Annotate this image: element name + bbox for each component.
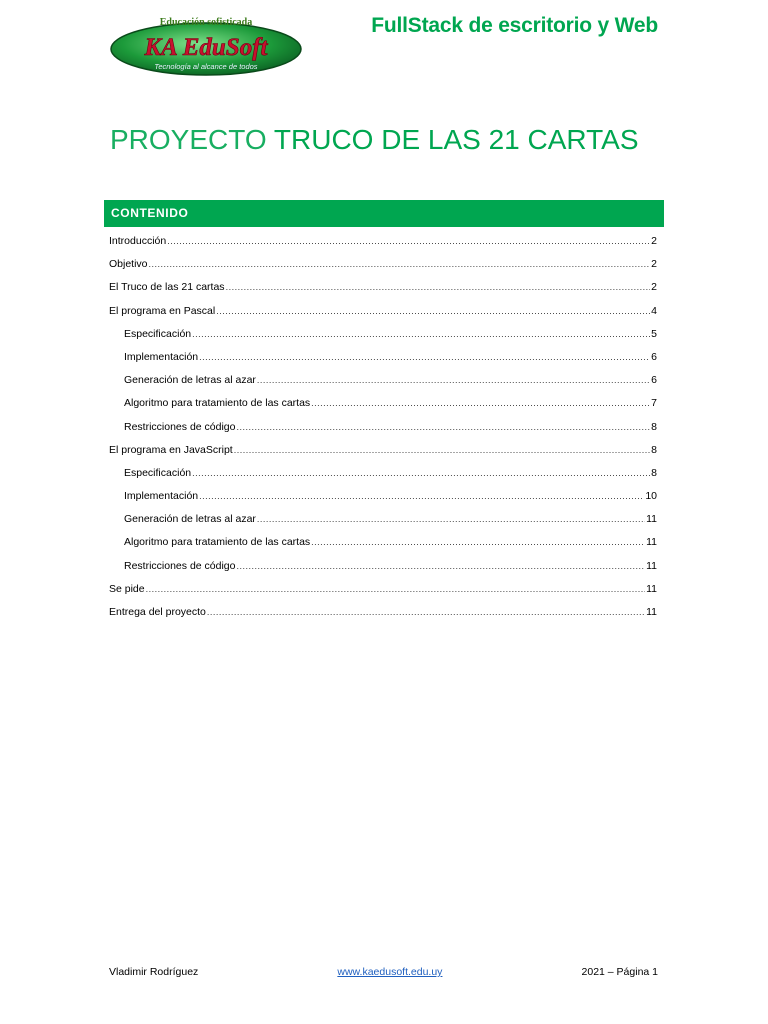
toc-leader-dots: [199, 487, 644, 505]
toc-leader-dots: [311, 533, 645, 551]
toc-entry-label: El Truco de las 21 cartas: [109, 281, 225, 294]
title-prefix: PROYECTO: [110, 124, 267, 155]
table-of-contents: [109, 232, 657, 626]
toc-entry[interactable]: [109, 371, 657, 394]
toc-leader-dots: [311, 394, 650, 412]
toc-entry-page: 2: [651, 258, 657, 271]
document-title: [110, 124, 639, 156]
toc-entry[interactable]: [109, 232, 657, 255]
toc-entry[interactable]: [109, 557, 657, 580]
toc-leader-dots: [234, 441, 650, 459]
toc-entry[interactable]: [109, 603, 657, 626]
logo-top-text: Educación sofisticada: [159, 17, 253, 28]
toc-entry[interactable]: [109, 510, 657, 533]
toc-entry[interactable]: [109, 325, 657, 348]
toc-entry[interactable]: [109, 348, 657, 371]
logo-main-text: KA EduSoft: [144, 34, 268, 61]
toc-entry-label: Se pide: [109, 582, 145, 595]
course-title: FullStack de escritorio y Web: [371, 14, 658, 37]
toc-entry-page: 11: [646, 606, 657, 618]
toc-entry[interactable]: [109, 580, 657, 603]
toc-leader-dots: [146, 580, 645, 598]
toc-leader-dots: [199, 348, 650, 366]
footer-website-link[interactable]: www.kaedusoft.edu.uy: [337, 966, 443, 978]
toc-entry[interactable]: [109, 394, 657, 417]
toc-entry[interactable]: [109, 464, 657, 487]
toc-entry-page: 10: [645, 490, 657, 503]
toc-entry-label: Implementación: [124, 490, 199, 503]
toc-leader-dots: [236, 418, 650, 436]
toc-entry-label: El programa en Pascal: [109, 304, 216, 317]
toc-entry[interactable]: [109, 302, 657, 325]
toc-entry[interactable]: [109, 255, 657, 278]
logo-tagline: Tecnología al alcance de todos: [154, 62, 258, 71]
toc-entry[interactable]: [109, 533, 657, 556]
toc-entry-label: Especificación: [124, 466, 192, 479]
toc-entry-label: Introducción: [109, 235, 167, 247]
toc-leader-dots: [207, 603, 645, 621]
toc-entry-label: Objetivo: [109, 258, 148, 271]
kaedusoft-logo-graphic: [108, 14, 304, 78]
toc-entry-label: Generación de letras al azar: [124, 513, 256, 526]
toc-leader-dots: [257, 510, 645, 528]
footer-author: Vladimir Rodríguez: [109, 966, 199, 978]
toc-entry-page: 2: [651, 235, 657, 247]
toc-entry-label: Algoritmo para tratamiento de las cartas: [124, 536, 311, 549]
toc-entry-label: Implementación: [124, 350, 199, 363]
toc-entry[interactable]: [109, 487, 657, 510]
toc-leader-dots: [236, 557, 645, 575]
toc-entry-page: 11: [646, 536, 657, 549]
toc-leader-dots: [149, 255, 651, 273]
toc-leader-dots: [192, 325, 650, 343]
toc-leader-dots: [226, 278, 651, 296]
toc-entry[interactable]: [109, 278, 657, 301]
toc-entry-page: 7: [651, 397, 657, 410]
toc-entry-page: 8: [651, 466, 657, 479]
toc-leader-dots: [257, 371, 650, 389]
toc-entry-page: 8: [651, 443, 657, 456]
toc-entry-page: 11: [646, 559, 657, 572]
toc-entry-page: 2: [651, 281, 657, 294]
toc-entry[interactable]: [109, 441, 657, 464]
toc-entry-label: Algoritmo para tratamiento de las cartas: [124, 397, 311, 410]
toc-entry-label: Generación de letras al azar: [124, 374, 256, 387]
toc-entry[interactable]: [109, 418, 657, 441]
toc-entry-page: 11: [646, 513, 657, 526]
toc-leader-dots: [216, 302, 650, 320]
toc-entry-page: 5: [651, 327, 657, 340]
toc-entry-label: Restricciones de código: [124, 559, 236, 572]
toc-entry-page: 8: [651, 420, 657, 433]
toc-leader-dots: [167, 232, 650, 250]
brand-logo: [108, 14, 304, 78]
toc-entry-label: Especificación: [124, 327, 192, 340]
toc-heading: CONTENIDO: [104, 200, 664, 227]
title-main: TRUCO DE LAS 21 CARTAS: [273, 124, 639, 155]
toc-entry-label: Restricciones de código: [124, 420, 236, 433]
footer-page-info: 2021 – Página 1: [581, 966, 658, 978]
toc-entry-page: 6: [651, 374, 657, 387]
toc-entry-page: 4: [651, 304, 657, 317]
toc-leader-dots: [192, 464, 650, 482]
toc-entry-page: 6: [651, 350, 657, 363]
toc-entry-label: Entrega del proyecto: [109, 606, 206, 618]
page-footer: [109, 966, 658, 978]
toc-entry-page: 11: [646, 582, 657, 595]
toc-entry-label: El programa en JavaScript: [109, 443, 233, 456]
